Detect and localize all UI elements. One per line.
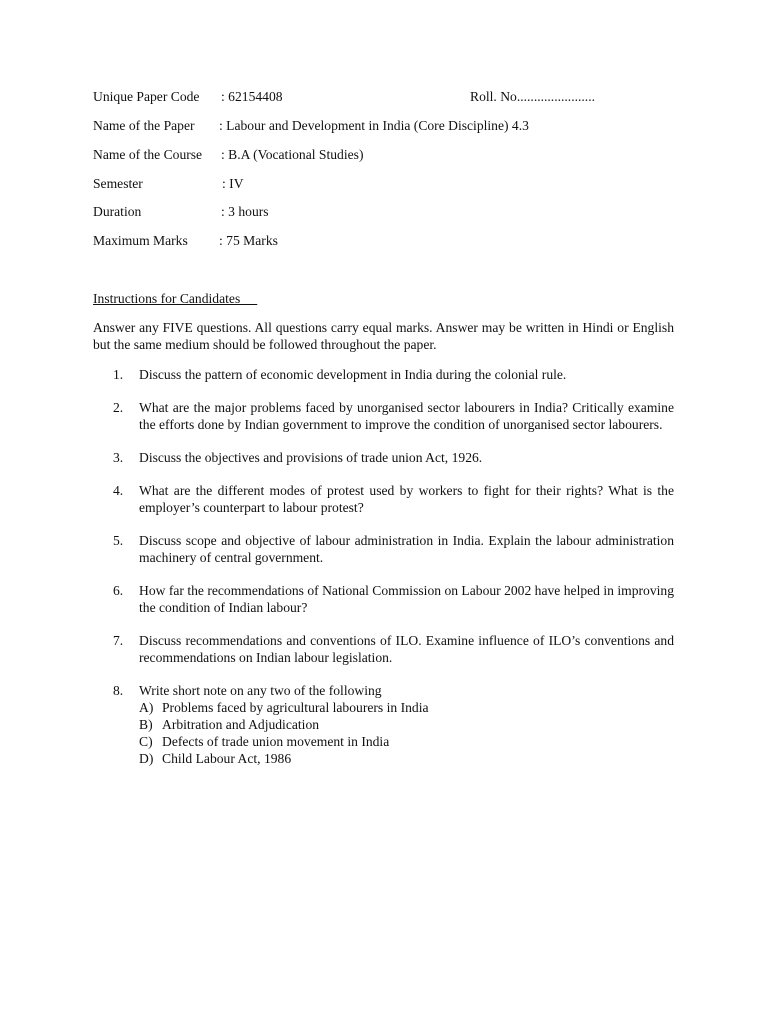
question-item: [93, 482, 674, 516]
instructions-title: Instructions for Candidates: [93, 291, 258, 306]
roll-number: Roll. No.......................: [470, 89, 595, 104]
question-number: 3.: [113, 450, 124, 465]
paper-code-label: Unique Paper Code: [93, 89, 200, 104]
duration-value: : 3 hours: [221, 204, 269, 219]
max-marks-value: : 75 Marks: [219, 233, 278, 248]
sub-question: [139, 699, 674, 716]
question-number: 7.: [113, 633, 124, 648]
paper-name-value: : Labour and Development in India (Core Discipline) 4.3: [219, 118, 529, 133]
max-marks-label: Maximum Marks: [93, 233, 188, 248]
question-text: What are the different modes of protest used by workers to fight for their rights? What is the employer’s counterpart to labour protest?: [139, 483, 674, 515]
semester-label: Semester: [93, 176, 143, 191]
question-text: Discuss scope and objective of labour administration in India. Explain the labour administration machinery of central government.: [139, 533, 674, 565]
question-number: 1.: [113, 367, 124, 382]
question-text: Write short note on any two of the following: [139, 683, 382, 698]
sub-question-letter: A): [139, 700, 154, 715]
question-number: 8.: [113, 683, 124, 698]
sub-question-letter: C): [139, 734, 153, 749]
question-item: [93, 399, 674, 433]
sub-question: [139, 750, 674, 767]
course-label: Name of the Course: [93, 147, 203, 162]
sub-question-letter: D): [139, 751, 154, 766]
paper-name-label: Name of the Paper: [93, 118, 195, 133]
question-text: Discuss the objectives and provisions of trade union Act, 1926.: [139, 450, 483, 465]
question-number: 2.: [113, 400, 124, 415]
sub-question-letter: B): [139, 717, 153, 732]
question-item: [93, 532, 674, 566]
instructions-text: Answer any FIVE questions. All questions carry equal marks. Answer may be written in Hindi or English but the same medium should be followed throughout the paper.: [93, 320, 674, 352]
question-text: Discuss recommendations and conventions of ILO. Examine influence of ILO’s conventions and recommendations on Indian labour legislation.: [139, 633, 674, 665]
sub-question-text: Problems faced by agricultural labourers in India: [162, 700, 429, 715]
question-item: [93, 682, 674, 767]
sub-question-text: Child Labour Act, 1986: [162, 751, 292, 766]
semester-value: : IV: [222, 176, 244, 191]
question-item: [93, 632, 674, 666]
semester-row: [93, 175, 244, 192]
question-list: [93, 366, 674, 783]
question-text: How far the recommendations of National Commission on Labour 2002 have helped in improving the condition of Indian labour?: [139, 583, 674, 615]
paper-name-row: [93, 117, 529, 134]
paper-code-value: : 62154408: [221, 89, 283, 104]
question-text: What are the major problems faced by unorganised sector labourers in India? Critically examine the efforts done by Indian government to improve the condition of unorganised sector labourers.: [139, 400, 674, 432]
sub-question-text: Defects of trade union movement in India: [162, 734, 390, 749]
question-number: 5.: [113, 533, 124, 548]
duration-row: [93, 203, 269, 220]
max-marks-row: [93, 232, 278, 249]
question-text: Discuss the pattern of economic development in India during the colonial rule.: [139, 367, 567, 382]
question-item: [93, 582, 674, 616]
course-value: : B.A (Vocational Studies): [221, 147, 364, 162]
paper-code-row: [93, 88, 283, 105]
question-item: [93, 449, 674, 466]
course-row: [93, 146, 363, 163]
question-number: 6.: [113, 583, 124, 598]
question-item: [93, 366, 674, 383]
duration-label: Duration: [93, 204, 142, 219]
sub-question: [139, 716, 674, 733]
sub-question-text: Arbitration and Adjudication: [162, 717, 320, 732]
question-number: 4.: [113, 483, 124, 498]
sub-question: [139, 733, 674, 750]
